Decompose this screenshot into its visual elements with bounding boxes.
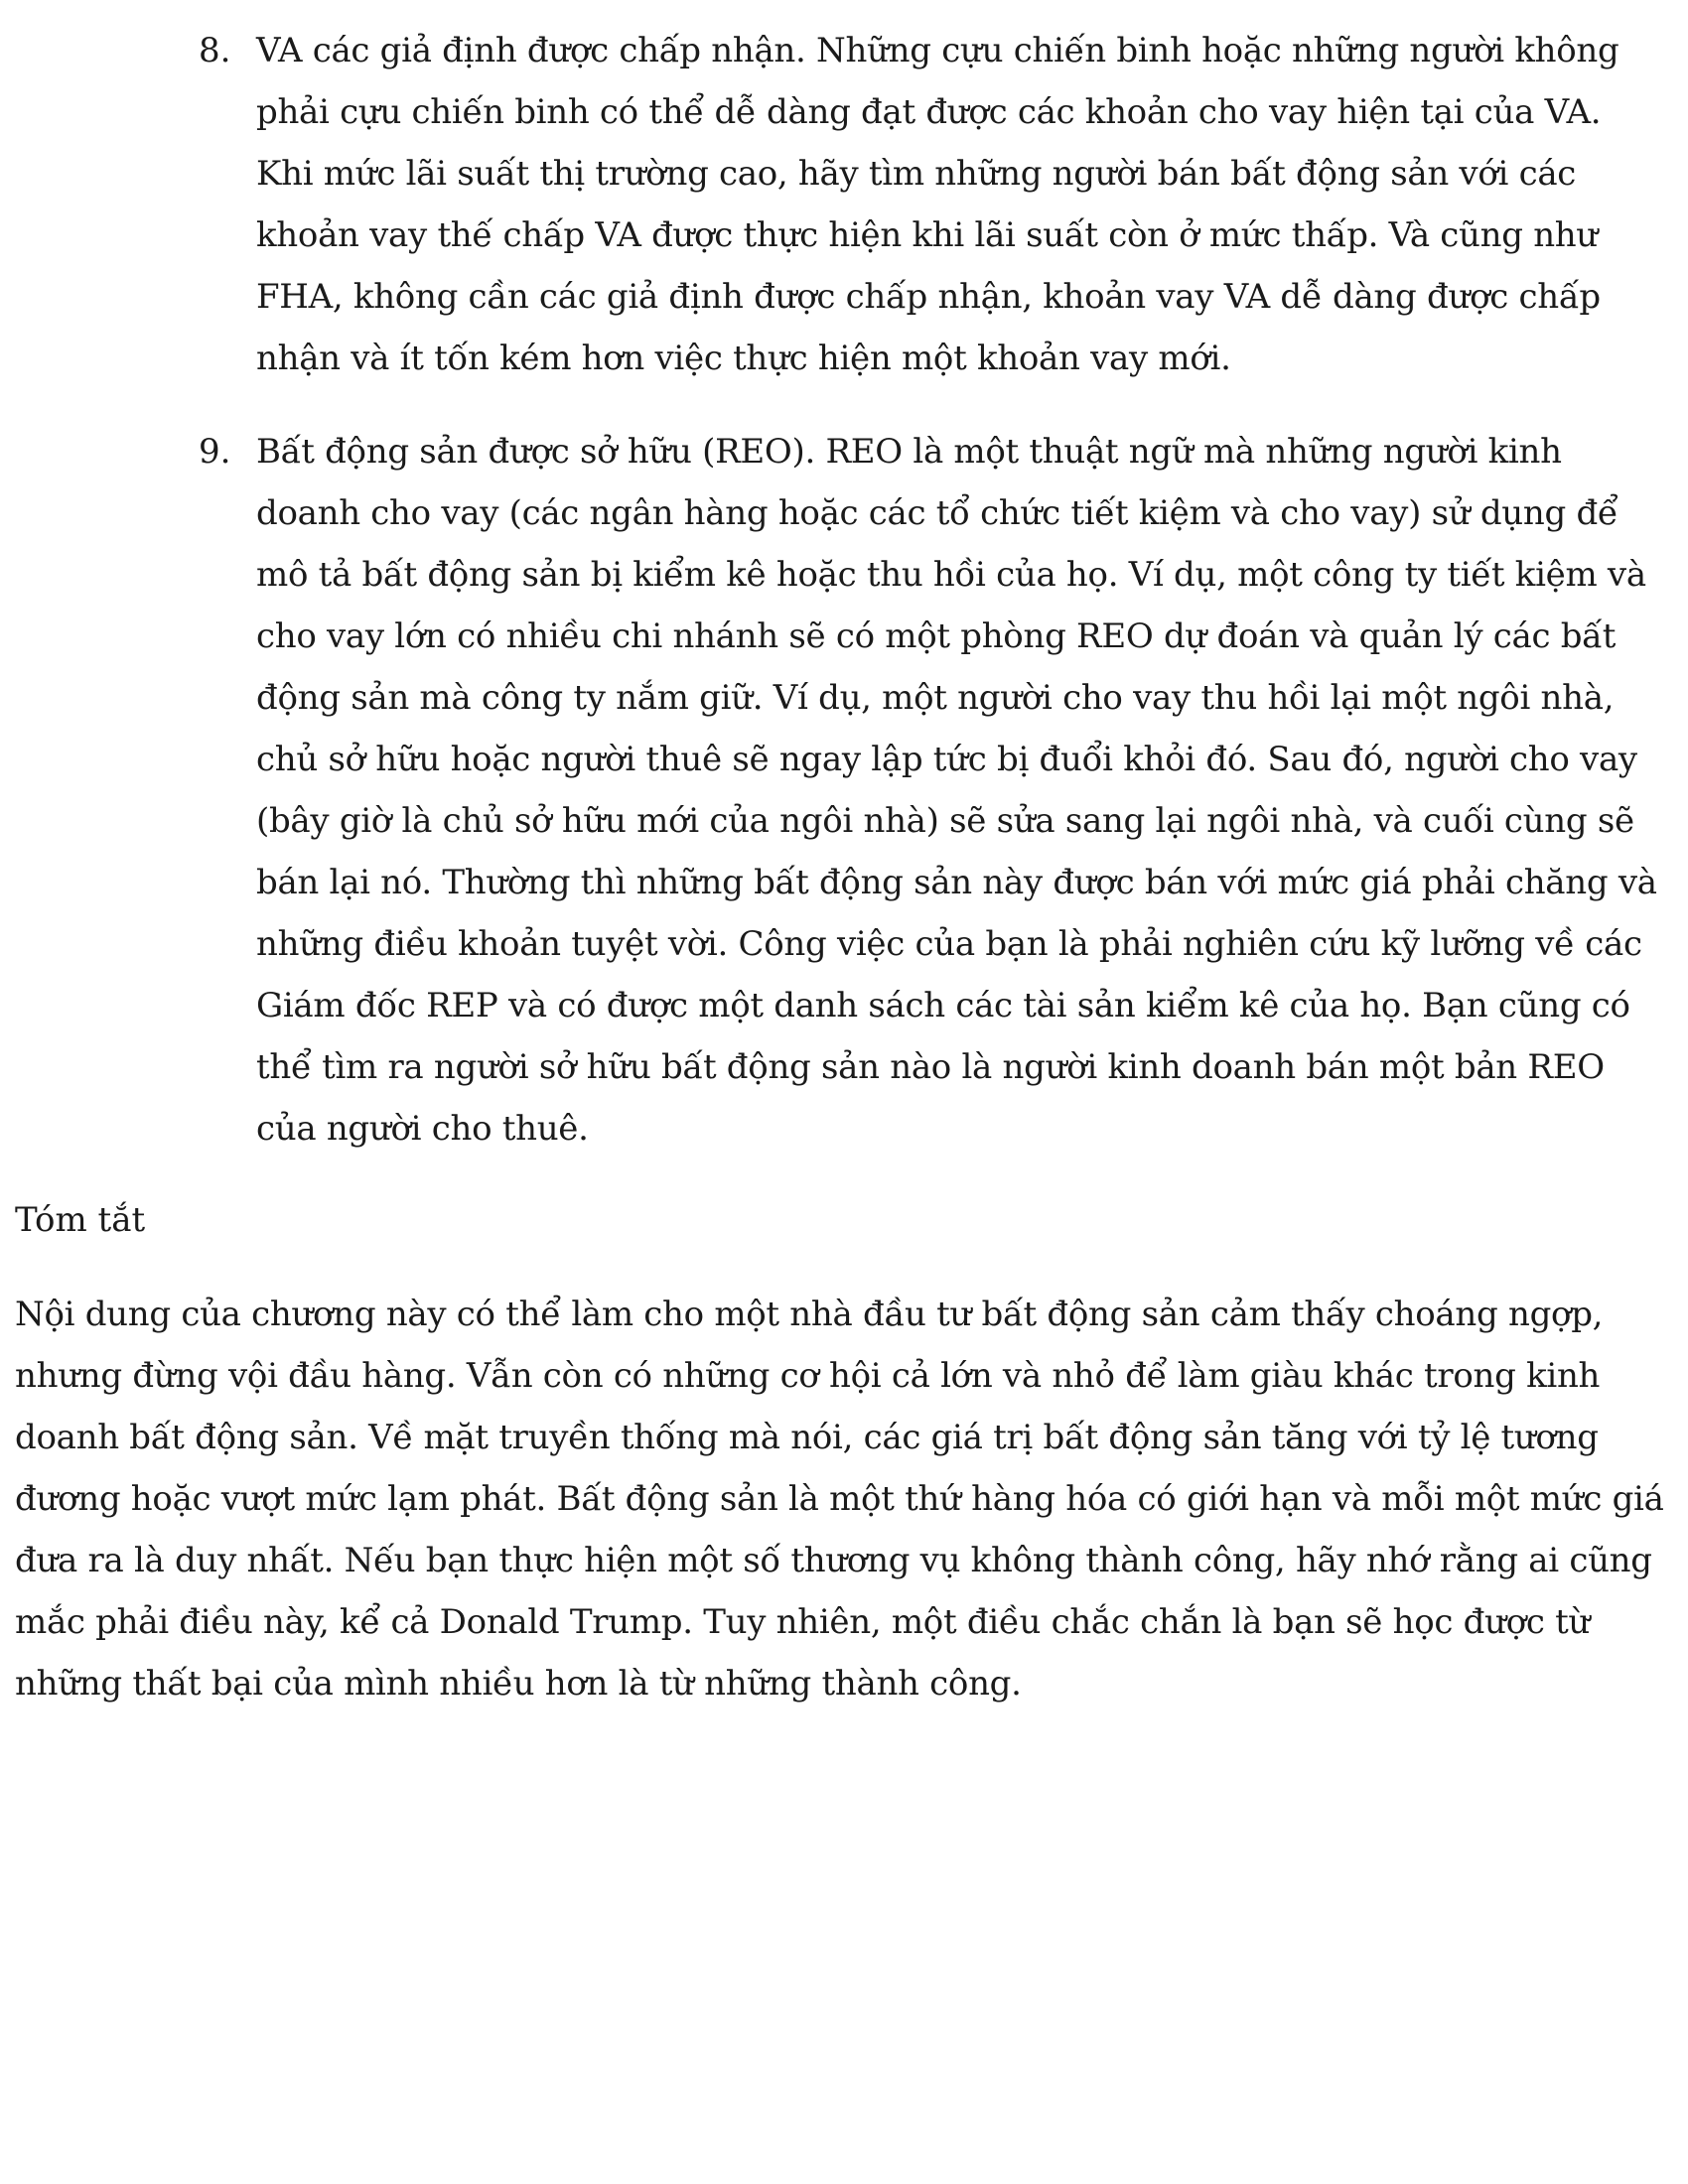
list-item-text: Bất động sản được sở hữu (REO). REO là một thuật ngữ mà những người kinh doanh cho vay (các ngân hàng hoặc các tổ chức tiết kiệm và cho vay) sử dụng để mô tả bất động sản bị kiểm kê hoặc thu hồi của họ. Ví dụ, một công ty tiết kiệm và cho vay lớn có nhiều chi nhánh sẽ có một phòng REO dự đoán và quản lý các bất động sản mà công ty nắm giữ. Ví dụ, một người cho vay thu hồi lại một ngôi nhà, chủ sở hữu hoặc người thuê sẽ ngay lập tức bị đuổi khỏi đó. Sau đó, người cho vay (bây giờ là chủ sở hữu mới của ngôi nhà) sẽ sửa sang lại ngôi nhà, và cuối cùng sẽ bán lại nó. Thường thì những bất động sản này được bán với mức giá phải chăng và những điều khoản tuyệt vời. Công việc của bạn là phải nghiên cứu kỹ lưỡng về các Giám đốc REP và có được một danh sách các tài sản kiểm kê của họ. Bạn cũng có thể tìm ra người sở hữu bất động sản nào là người kinh doanh bán một bản REO của người cho thuê. — [256, 432, 1657, 1149]
summary-heading: Tóm tắt — [15, 1200, 146, 1240]
summary-paragraph: Nội dung của chương này có thể làm cho một nhà đầu tư bất động sản cảm thấy choáng ngợp, nhưng đừng vội đầu hàng. Vẫn còn có những cơ hội cả lớn và nhỏ để làm giàu khác trong kinh doanh bất động sản. Về mặt truyền thống mà nói, các giá trị bất động sản tăng với tỷ lệ tương đương hoặc vượt mức lạm phát. Bất động sản là một thứ hàng hóa có giới hạn và mỗi một mức giá đưa ra là duy nhất. Nếu bạn thực hiện một số thương vụ không thành công, hãy nhớ rằng ai cũng mắc phải điều này, kể cả Donald Trump. Tuy nhiên, một điều chắc chắn là bạn sẽ học được từ những thất bại của mình nhiều hơn là từ những thành công. — [15, 1295, 1664, 1704]
list-item-text: VA các giả định được chấp nhận. Những cựu chiến binh hoặc những người không phải cựu chiến binh có thể dễ dàng đạt được các khoản cho vay hiện tại của VA. Khi mức lãi suất thị trường cao, hãy tìm những người bán bất động sản với các khoản vay thế chấp VA được thực hiện khi lãi suất còn ở mức thấp. Và cũng như FHA, không cần các giả định được chấp nhận, khoản vay VA dễ dàng được chấp nhận và ít tốn kém hơn việc thực hiện một khoản vay mới. — [256, 31, 1619, 378]
list-item — [199, 20, 1668, 389]
list-item — [199, 421, 1668, 1160]
list-item-number: 9. — [199, 432, 231, 472]
numbered-list — [199, 20, 1668, 1191]
list-item-number: 8. — [199, 31, 231, 70]
